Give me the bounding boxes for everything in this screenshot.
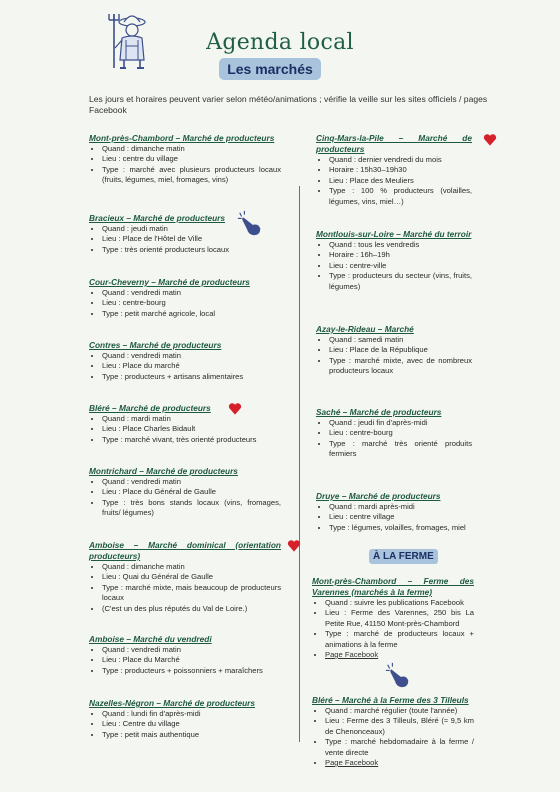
farm-entry: [312, 576, 474, 660]
market-entry: [316, 324, 472, 377]
entry-item: • Quand : vendredi matin: [102, 645, 281, 655]
entry-item: • Type : marché très orienté produits fermiers: [329, 439, 472, 460]
entry-item: • Quand : lundi fin d'après-midi: [102, 709, 281, 719]
entry-item: • Type : marché mixte, mais beaucoup de producteurs locaux: [102, 583, 281, 604]
entry-item: • Quand : mardi matin: [102, 414, 281, 424]
entry-item: • Lieu : Centre du village: [102, 719, 281, 729]
entry-title: Saché – Marché de producteurs: [316, 407, 442, 417]
entry-item: • Type : marché vivant, très orienté producteurs: [102, 435, 281, 445]
pointing-hand-icon: [384, 662, 412, 690]
entry-item: • Type : très bons stands locaux (vins, fromages, fruits/ légumes): [102, 498, 281, 519]
market-entry: [316, 491, 472, 533]
entry-title: Mont-près-Chambord – Marché de producteurs: [89, 133, 275, 143]
entry-title: Druye – Marché de producteurs: [316, 491, 441, 501]
heart-icon: [228, 402, 242, 416]
entry-item: • Type : marché hebdomadaire à la ferme / vente directe: [325, 737, 474, 758]
entry-title: Montrichard – Marché de producteurs: [89, 466, 238, 476]
entry-item: • Lieu : Place du marché: [102, 361, 281, 371]
entry-item: • Quand : vendredi matin: [102, 288, 281, 298]
entry-item: • Lieu : Ferme des 3 Tilleuls, Bléré (≈ 9,5 km de Chenonceaux): [325, 716, 474, 737]
entry-item: • Type : petit marché agricole, local: [102, 309, 281, 319]
entry-item: • Quand : marché régulier (toute l'année): [325, 706, 474, 716]
entry-item: • Type : 100 % producteurs (volailles, légumes, vins, miel…): [329, 186, 472, 207]
market-entry: [89, 698, 281, 740]
entry-item: • (C'est un des plus réputés du Val de Loire.): [102, 604, 281, 614]
entry-title: Azay-le-Rideau – Marché: [316, 324, 414, 334]
entry-item: • Quand : dimanche matin: [102, 144, 281, 154]
entry-item: • Type : marché avec plusieurs producteurs locaux (fruits, légumes, miel, fromages, vins): [102, 165, 281, 186]
market-entry: [89, 340, 281, 382]
entry-item: • Type : très orienté producteurs locaux: [102, 245, 281, 255]
entry-item: • Lieu : Ferme des Varennes, 250 bis La Petite Rue, 41150 Mont-près-Chambord: [325, 608, 474, 629]
entry-item: • Quand : dernier vendredi du mois: [329, 155, 472, 165]
entry-item: • Type : producteurs + poissonniers + maraîchers: [102, 666, 281, 676]
entry-item: • Lieu : centre village: [329, 512, 472, 522]
entry-item: • Quand : dimanche matin: [102, 562, 281, 572]
entry-item: • Horaire : 15h30–19h30: [329, 165, 472, 175]
entry-item: • Lieu : Quai du Général de Gaulle: [102, 572, 281, 582]
entry-item: • Quand : samedi matin: [329, 335, 472, 345]
heart-icon: [483, 133, 497, 147]
market-entry: [89, 277, 281, 319]
entry-title: Montlouis-sur-Loire – Marché du terroir: [316, 229, 472, 239]
entry-item: • Lieu : centre-bourg: [102, 298, 281, 308]
entry-title: Bléré – Marché de producteurs: [89, 403, 211, 413]
entry-title: Cour-Cheverny – Marché de producteurs: [89, 277, 250, 287]
entry-item: • Type : producteurs + artisans alimentaires: [102, 372, 281, 382]
market-entry: [316, 229, 472, 292]
entry-item: • Quand : tous les vendredis: [329, 240, 472, 250]
page-title: Agenda local: [206, 30, 354, 55]
market-entry: [89, 634, 281, 676]
entry-title: Amboise – Marché du vendredi: [89, 634, 212, 644]
market-entry: [89, 466, 281, 519]
entry-item: • Lieu : Place du Marché: [102, 655, 281, 665]
entry-item: • Horaire : 16h–19h: [329, 250, 472, 260]
entry-item: • Quand : jeudi matin: [102, 224, 281, 234]
entry-title: Mont-près-Chambord – Ferme des Varennes (marchés à la ferme): [312, 576, 474, 597]
column-divider: [299, 186, 300, 742]
entry-item: • Lieu : Place des Meuliers: [329, 176, 472, 186]
entry-item: • Type : producteurs du secteur (vins, fruits, légumes): [329, 271, 472, 292]
entry-item: • Lieu : Place de l'Hôtel de Ville: [102, 234, 281, 244]
entry-item: • Lieu : Place Charles Bidault: [102, 424, 281, 434]
entry-item: • Lieu : centre du village: [102, 154, 281, 164]
entry-item: • Quand : suivre les publications Facebook: [325, 598, 474, 608]
entry-title: Cinq-Mars-la-Pile – Marché de producteurs: [316, 133, 472, 154]
heart-icon: [287, 539, 301, 553]
entry-item: • Lieu : centre-bourg: [329, 428, 472, 438]
subtitle-badge: Les marchés: [219, 58, 321, 80]
entry-item: • Quand : vendredi matin: [102, 477, 281, 487]
facebook-link[interactable]: Page Facebook: [325, 758, 379, 768]
entry-title: Bléré – Marché à la Ferme des 3 Tilleuls: [312, 695, 469, 705]
entry-title: Nazelles-Négron – Marché de producteurs: [89, 698, 255, 708]
market-entry: [89, 540, 281, 614]
facebook-link[interactable]: Page Facebook: [325, 650, 379, 660]
entry-item: • Quand : vendredi matin: [102, 351, 281, 361]
entry-item: • Type : petit mais authentique: [102, 730, 281, 740]
entry-title: Contres – Marché de producteurs: [89, 340, 222, 350]
entry-item: • Type : marché mixte, avec de nombreux producteurs locaux: [329, 356, 472, 377]
market-entry: [316, 133, 472, 207]
pointing-hand-icon: [236, 210, 264, 238]
farm-section-heading: À LA FERME: [369, 549, 438, 564]
entry-item: • Type : marché de producteurs locaux + animations à la ferme: [325, 629, 474, 650]
farm-entry: [312, 695, 474, 768]
entry-item: • Quand : mardi après-midi: [329, 502, 472, 512]
intro-text: Les jours et horaires peuvent varier selon météo/animations ; vérifie la veille sur les sites officiels / pages Facebook: [89, 94, 488, 115]
entry-item: • Lieu : Place de la République: [329, 345, 472, 355]
entry-item: • Lieu : Place du Général de Gaulle: [102, 487, 281, 497]
entry-item: • Quand : jeudi fin d'après-midi: [329, 418, 472, 428]
entry-item: • Type : légumes, volailles, fromages, miel: [329, 523, 472, 533]
market-entry: [316, 407, 472, 460]
entry-title: Amboise – Marché dominical (orientation producteurs): [89, 540, 281, 561]
market-entry: [89, 403, 281, 445]
entry-item: • Lieu : centre-ville: [329, 261, 472, 271]
entry-title: Bracieux – Marché de producteurs: [89, 213, 226, 223]
market-entry: [89, 133, 281, 186]
